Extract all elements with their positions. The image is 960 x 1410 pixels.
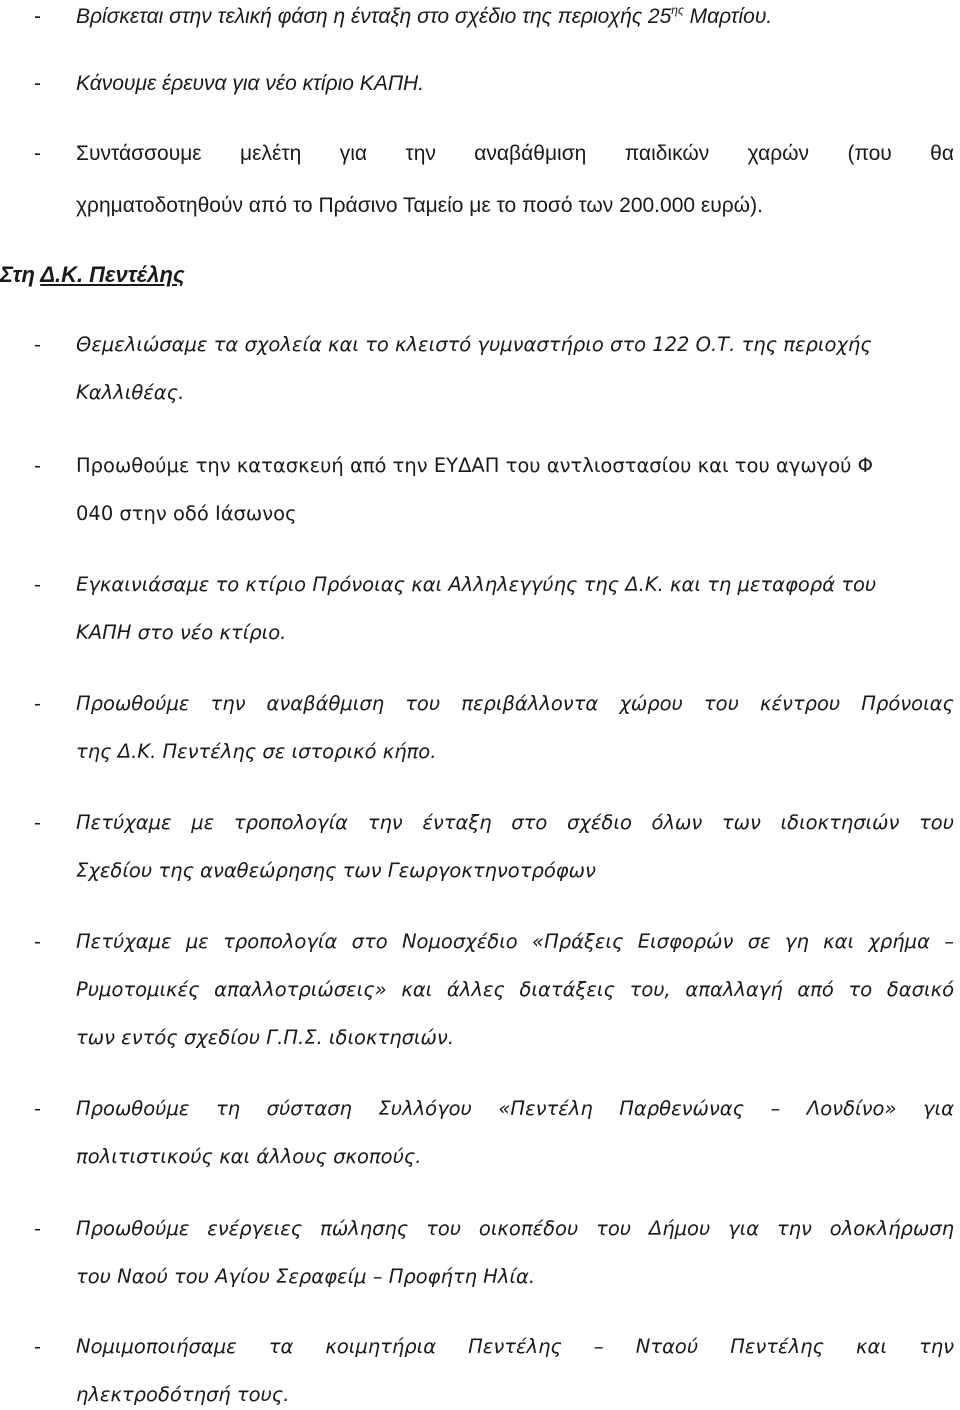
list-item-text: Προωθούμε ενέργειες πώλησης του οικοπέδου του Δήμου για την ολοκλήρωση bbox=[76, 1217, 954, 1240]
section-heading bbox=[0, 262, 185, 288]
text-segment: Μαρτίου. bbox=[689, 5, 773, 28]
list-dash: - bbox=[34, 811, 42, 834]
list-item-text: Κάνουμε έρευνα για νέο κτίριο ΚΑΠΗ. bbox=[76, 72, 425, 95]
list-item-text: Εγκαινιάσαμε το κτίριο Πρόνοιας και Αλληλεγγύης της Δ.Κ. και τη μεταφορά του bbox=[76, 573, 877, 596]
list-item-text: Καλλιθέας. bbox=[76, 381, 185, 404]
list-item-text: 040 στην οδό Ιάσωνος bbox=[76, 502, 297, 525]
list-dash: - bbox=[34, 1097, 42, 1120]
list-item-text: πολιτιστικούς και άλλους σκοπούς. bbox=[76, 1145, 422, 1168]
list-item-text: Πετύχαμε με τροπολογία στο Νομοσχέδιο «Πράξεις Εισφορών σε γη και χρήμα – bbox=[76, 930, 954, 953]
list-item-text: του Ναού του Αγίου Σεραφείμ – Προφήτη Ηλία. bbox=[76, 1265, 536, 1288]
list-item-text: Προωθούμε την κατασκευή από την ΕΥΔΑΠ του αντλιοστασίου και του αγωγού Φ bbox=[76, 454, 873, 477]
list-dash: - bbox=[34, 5, 41, 28]
list-item-text: της Δ.Κ. Πεντέλης σε ιστορικό κήπο. bbox=[76, 740, 437, 763]
list-dash: - bbox=[34, 142, 41, 165]
list-dash: - bbox=[34, 930, 42, 953]
list-item-text: Προωθούμε την αναβάθμιση του περιβάλλοντα χώρου του κέντρου Πρόνοιας bbox=[76, 692, 954, 715]
list-item-text: των εντός σχεδίου Γ.Π.Σ. ιδιοκτησιών. bbox=[76, 1026, 454, 1049]
list-item-text: Πετύχαμε με τροπολογία την ένταξη στο σχέδιο όλων των ιδιοκτησιών του bbox=[76, 811, 954, 834]
list-dash: - bbox=[34, 333, 42, 356]
list-item-text: ΚΑΠΗ στο νέο κτίριο. bbox=[76, 621, 287, 644]
list-item-text: χρηματοδοτηθούν από το Πράσινο Ταμείο με το ποσό των 200.000 ευρώ). bbox=[76, 194, 763, 217]
text-segment: Βρίσκεται στην τελική φάση η ένταξη στο σχέδιο της περιοχής 25 bbox=[76, 5, 672, 28]
list-item-text bbox=[76, 5, 956, 29]
ordinal-suffix: ης bbox=[671, 3, 684, 17]
list-item-text: Νομιμοποιήσαμε τα κοιμητήρια Πεντέλης – Νταού Πεντέλης και την bbox=[76, 1335, 954, 1358]
list-item-text: Προωθούμε τη σύσταση Συλλόγου «Πεντέλη Παρθενώνας – Λονδίνο» για bbox=[76, 1097, 954, 1120]
list-dash: - bbox=[34, 1335, 42, 1358]
list-dash: - bbox=[34, 454, 42, 477]
list-dash: - bbox=[34, 692, 42, 715]
list-item-text: Ρυμοτομικές απαλλοτριώσεις» και άλλες διατάξεις του, απαλλαγή από το δασικό bbox=[76, 978, 954, 1001]
list-dash: - bbox=[34, 1217, 42, 1240]
list-dash: - bbox=[34, 573, 42, 596]
list-item-text: Συντάσσουμε μελέτη για την αναβάθμιση παιδικών χαρών (που θα bbox=[76, 142, 954, 165]
list-item-text: Θεμελιώσαμε τα σχολεία και το κλειστό γυμναστήριο στο 122 Ο.Τ. της περιοχής bbox=[76, 333, 872, 356]
heading-prefix: Στη bbox=[0, 262, 41, 287]
list-dash: - bbox=[34, 72, 41, 95]
list-item-text: Σχεδίου της αναθεώρησης των Γεωργοκτηνοτρόφων bbox=[76, 859, 596, 882]
list-item-text: ηλεκτροδότησή τους. bbox=[76, 1383, 290, 1406]
heading-underlined: Δ.Κ. Πεντέλης bbox=[40, 262, 185, 287]
